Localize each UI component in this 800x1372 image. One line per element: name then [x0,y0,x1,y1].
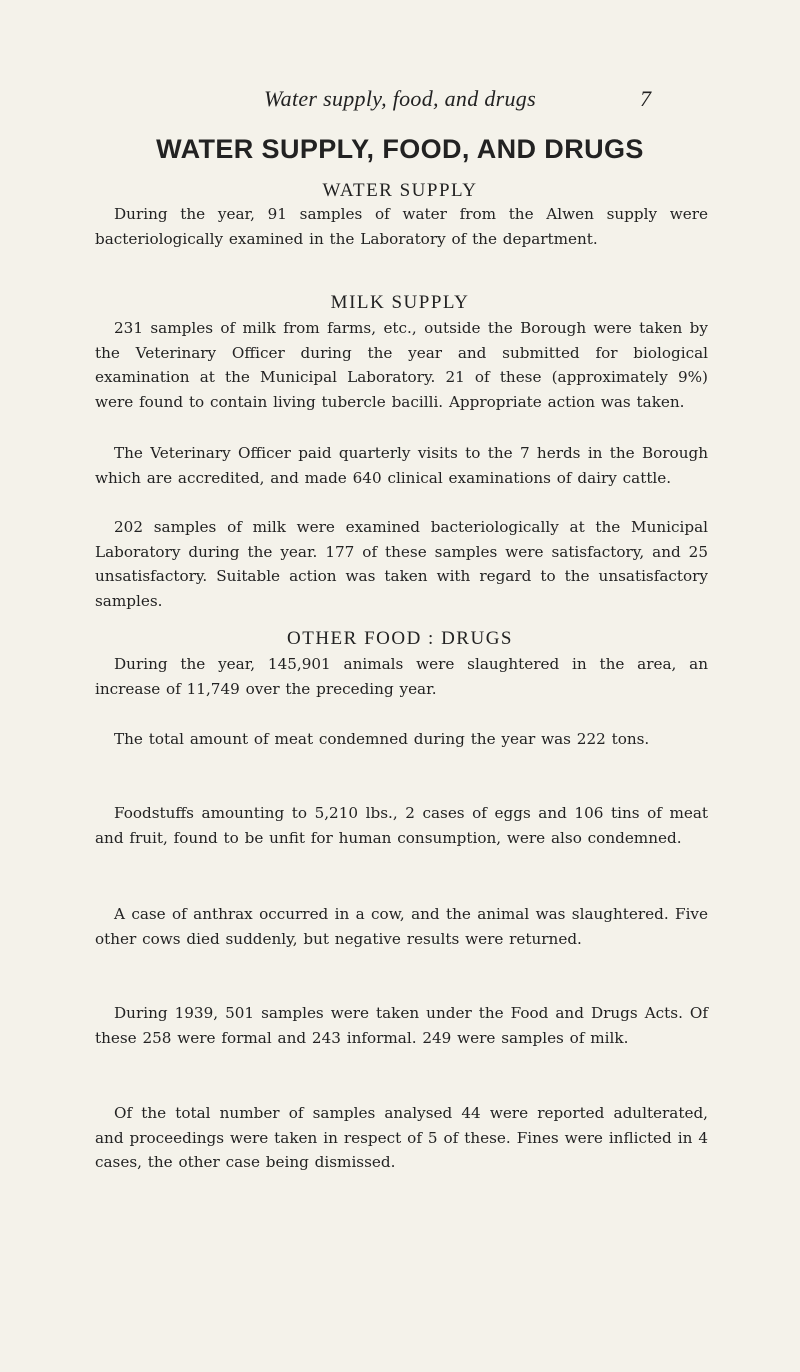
paragraph-milk-3: 202 samples of milk were examined bacteriologically at the Municipal Laboratory during the year. 177 of these samples were satisfactory, and 25 unsatisfactory. Suitable action was taken with regard to the unsatisfactory samples. [95,518,708,610]
paragraph-food-3: Foodstuffs amounting to 5,210 lbs., 2 cases of eggs and 106 tins of meat and fruit, found to be unfit for human consumption, were also condemned. [95,804,708,847]
paragraph-milk-2: The Veterinary Officer paid quarterly visits to the 7 herds in the Borough which are accredited, and made 640 clinical examinations of dairy cattle. [95,444,708,487]
paragraph-food-4: A case of anthrax occurred in a cow, and the animal was slaughtered. Five other cows died suddenly, but negative results were returned. [95,905,708,948]
page-number: 7 [640,86,651,111]
paragraph-milk-1: 231 samples of milk from farms, etc., outside the Borough were taken by the Veterinary Officer during the year and submitted for biological examination at the Municipal Laboratory. 21 of these (approximately 9%) were found to contain living tubercle bacilli. Appropriate action was taken. [95,319,708,411]
section-heading-milk-supply: MILK SUPPLY [330,292,470,313]
paragraph-food-5: During 1939, 501 samples were taken under the Food and Drugs Acts. Of these 258 were formal and 243 informal. 249 were samples of milk. [95,1004,708,1047]
paragraph-food-2: The total amount of meat condemned during the year was 222 tons. [114,730,650,748]
section-heading-water-supply: WATER SUPPLY [322,180,478,201]
section-heading-other-food-drugs: OTHER FOOD : DRUGS [287,628,513,649]
running-head: Water supply, food, and drugs [264,86,536,111]
paragraph-water-1: During the year, 91 samples of water from the Alwen supply were bacteriologically examined in the Laboratory of the department. [95,205,708,248]
paragraph-food-6: Of the total number of samples analysed 44 were reported adulterated, and proceedings were taken in respect of 5 of these. Fines were inflicted in 4 cases, the other case being dismissed. [95,1104,708,1171]
paragraph-food-1: During the year, 145,901 animals were slaughtered in the area, an increase of 11,749 over the preceding year. [95,655,708,698]
page-title: WATER SUPPLY, FOOD, AND DRUGS [156,134,644,164]
